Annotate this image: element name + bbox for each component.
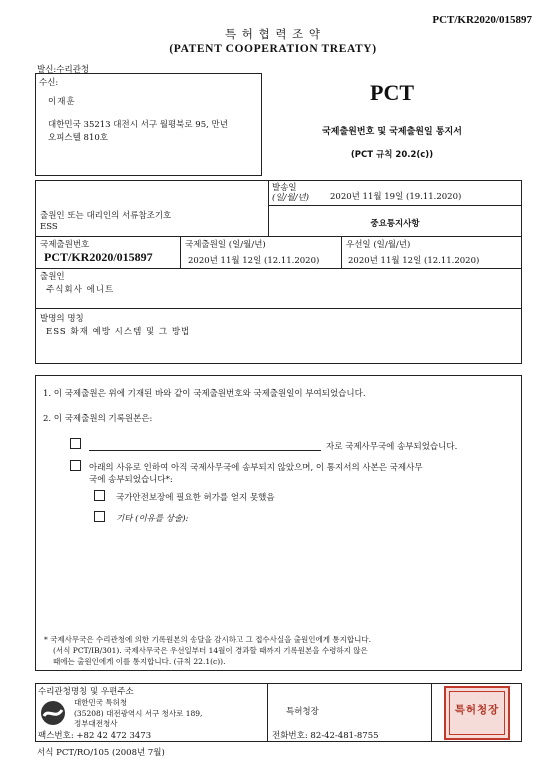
applicant-label: 출원인: [40, 272, 65, 282]
official-seal: [444, 686, 510, 740]
invention-label: 발명의 명칭: [40, 314, 84, 324]
addressee-name: 이재훈: [48, 97, 76, 107]
notice-rule: (PCT 규칙 20.2(c)): [350, 150, 434, 160]
issuer-label: 발신:수리관청: [37, 65, 90, 75]
footnote-line1: * 국제사무국은 수리관청에 의한 기록원본의 송달을 감시하고 그 접수사실을 출원인에게 통지합니다.: [44, 635, 372, 644]
option-b-checkbox[interactable]: [70, 460, 81, 471]
addressee-address-line2: 오피스텔 810호: [48, 133, 108, 143]
mailing-date-format: (일/월/년): [272, 193, 309, 203]
title-english: (PATENT COOPERATION TREATY): [169, 43, 377, 55]
office-phone: 전화번호: 82-42-481-8755: [272, 731, 379, 741]
option-a-checkbox[interactable]: [70, 438, 81, 449]
addressee-box: [35, 73, 262, 176]
pct-heading: PCT: [370, 80, 414, 105]
sub-option-1-text: 국가안전보장에 필요한 허가를 얻지 못했음: [116, 493, 275, 503]
important-notice: 중요통지사항: [370, 219, 420, 229]
office-fax: 팩스번호: +82 42 472 3473: [38, 731, 152, 741]
applicant-ref-label: 출원인 또는 대리인의 서류참조기호: [40, 211, 172, 221]
option-b-line2: 국에 송부되었습니다*:: [89, 475, 173, 485]
priority-date-label: 우선일 (일/월/년): [346, 240, 411, 250]
item-2-text: 2. 이 국제출원의 기록원본은:: [43, 414, 153, 424]
title-korean: 특 허 협 력 조 약: [225, 27, 321, 41]
filing-date-label: 국제출원일 (일/월/년): [185, 240, 266, 250]
filing-date-value: 2020년 11월 12일 (12.11.2020): [188, 256, 320, 266]
item-1-text: 1. 이 국제출원은 위에 기재된 바와 같이 국제출원번호와 국제출원일이 부여되었습니다.: [43, 389, 366, 399]
office-label: 수리관청명칭 및 우편주소: [38, 687, 134, 697]
document-reference: PCT/KR2020/015897: [432, 14, 532, 26]
footnote-line3: 때에는 출원인에게 이를 통지합니다. (규칙 22.1(c)).: [53, 657, 226, 666]
notice-title: 국제출원번호 및 국제출원일 통지서: [322, 127, 462, 137]
body-box: [35, 375, 522, 671]
priority-date-value: 2020년 11월 12일 (12.11.2020): [348, 256, 480, 266]
officer-title: 특허청장: [286, 707, 319, 717]
office-address-line2: 정부대전청사: [74, 719, 118, 728]
office-address-line1: (35208) 대전광역시 서구 청사로 189,: [74, 709, 203, 718]
application-no-value: PCT/KR2020/015897: [44, 250, 153, 264]
sub-option-2-checkbox[interactable]: [94, 511, 105, 522]
office-box: [35, 683, 522, 742]
office-name: 대한민국 특허청: [74, 698, 128, 707]
option-b-line1: 아래의 사유로 인하여 아직 국제사무국에 송부되지 않았으며, 이 통지서의 사본은 국제사무: [89, 463, 423, 473]
kipo-logo-icon: [40, 700, 66, 726]
option-a-text: 자로 국제사무국에 송부되었습니다.: [326, 442, 458, 452]
seal-text: 특허청장: [454, 704, 500, 716]
addressee-address-line1: 대한민국 35213 대전시 서구 월평북로 95, 만년: [48, 120, 228, 130]
mailing-date-value: 2020년 11월 19일 (19.11.2020): [330, 192, 462, 202]
form-code: 서식 PCT/RO/105 (2008년 7월): [37, 748, 165, 758]
sub-option-1-checkbox[interactable]: [94, 490, 105, 501]
applicant-value: 주식회사 에니트: [46, 285, 115, 295]
sub-option-2-text: 기타 (이유를 상술):: [116, 514, 189, 524]
applicant-ref-value: ESS: [40, 222, 58, 232]
application-no-label: 국제출원번호: [40, 240, 90, 250]
addressee-label: 수신:: [39, 78, 59, 88]
invention-value: ESS 화재 예방 시스템 및 그 방법: [46, 327, 191, 337]
mailing-date-label: 발송일: [272, 183, 297, 193]
footnote-line2: (서식 PCT/IB/301). 국제사무국은 우선일부터 14월이 경과할 때까지 기록원본을 수령하지 않은: [53, 646, 368, 655]
